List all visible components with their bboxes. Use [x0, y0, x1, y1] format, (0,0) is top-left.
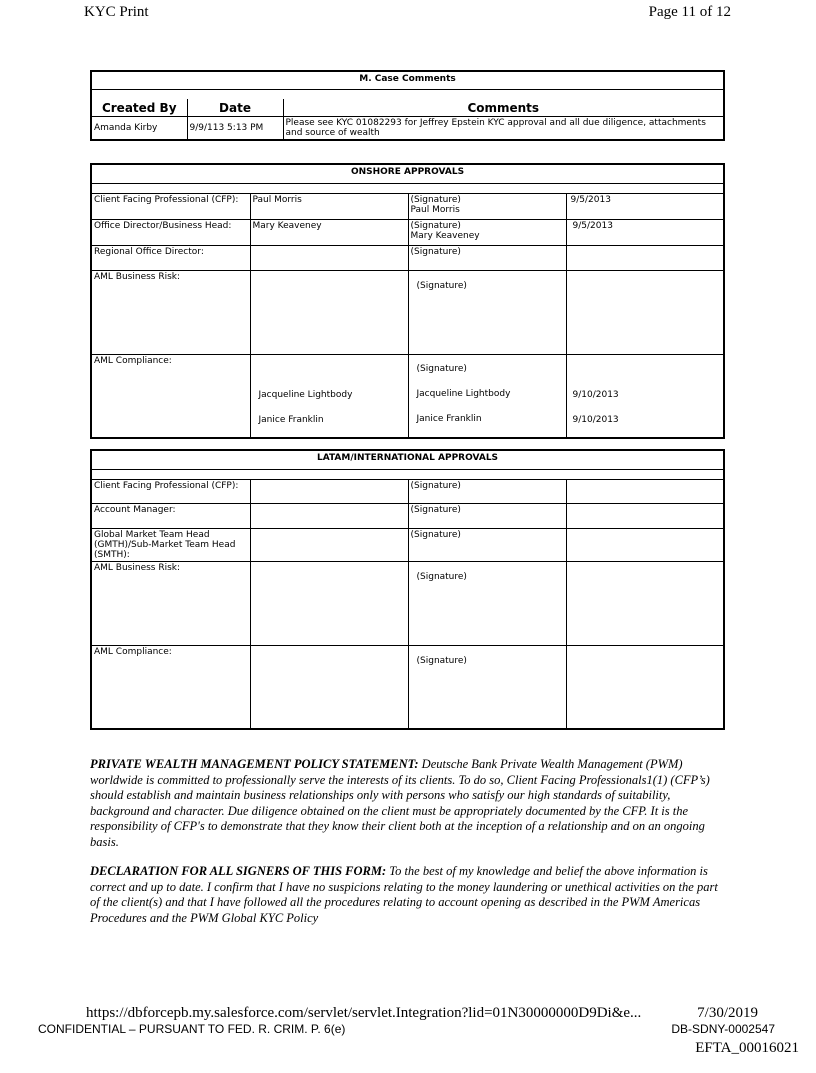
approval-label: Regional Office Director: [91, 246, 250, 271]
approval-label: AML Business Risk: [91, 562, 250, 646]
latam-approvals-table [90, 449, 725, 730]
latam-approvals-title: LATAM/INTERNATIONAL APPROVALS [91, 450, 724, 470]
approval-row-aml-business-risk [91, 271, 724, 355]
signature-label: (Signature) [408, 480, 566, 504]
approver-name: Janice Franklin [258, 415, 324, 425]
approval-label: AML Business Risk: [91, 271, 250, 355]
case-comments-table [90, 70, 725, 141]
approval-row-aml-compliance [91, 355, 724, 438]
column-header-date: Date [187, 99, 283, 117]
policy-statement [90, 757, 726, 851]
approval-row-aml-business-risk [91, 562, 724, 646]
efta-number: EFTA_00016021 [695, 1040, 799, 1056]
approval-date: 9/5/2013 [566, 220, 724, 246]
footer-date: 7/30/2019 [697, 1005, 758, 1021]
column-header-created-by: Created By [91, 99, 187, 117]
signer-name: Janice Franklin [416, 414, 482, 424]
approval-row-gmth [91, 529, 724, 562]
footer-url: https://dbforcepb.my.salesforce.com/servlet/servlet.Integration?lid=01N30000000D9Di&e... [86, 1005, 642, 1021]
signature-cell [408, 220, 566, 246]
signer-name: Paul Morris [410, 205, 460, 215]
signer-name: Jacqueline Lightbody [416, 389, 511, 399]
signature-label: (Signature) [408, 504, 566, 529]
approval-row-account-manager [91, 504, 724, 529]
signature-label: (Signature) [416, 656, 467, 666]
approver-name: Jacqueline Lightbody [258, 390, 353, 400]
approval-row-office-director [91, 220, 724, 246]
approval-date: 9/10/2013 [572, 415, 619, 425]
signature-label: (Signature) [416, 364, 467, 374]
approval-row-regional-director [91, 246, 724, 271]
confidential-notice: CONFIDENTIAL – PURSUANT TO FED. R. CRIM. P. 6(e) [38, 1022, 346, 1036]
approval-label: Global Market Team Head (GMTH)/Sub-Market Team Head (SMTH): [91, 529, 250, 562]
signature-label: (Signature) [408, 529, 566, 562]
signature-label: (Signature) [410, 195, 461, 205]
approval-label: Client Facing Professional (CFP): [91, 194, 250, 220]
declaration-heading: DECLARATION FOR ALL SIGNERS OF THIS FORM: [90, 864, 387, 878]
approver-name: Mary Keaveney [250, 220, 408, 246]
signature-label: (Signature) [416, 572, 467, 582]
case-comments-title: M. Case Comments [91, 71, 724, 90]
comment-text: Please see KYC 01082293 for Jeffrey Epstein KYC approval and all due diligence, attachments and source of wealth [283, 117, 724, 141]
page-number: Page 11 of 12 [648, 4, 731, 20]
approver-name: Paul Morris [250, 194, 408, 220]
signer-name: Mary Keaveney [410, 231, 480, 241]
print-header-title: KYC Print [84, 4, 149, 20]
approval-row-aml-compliance [91, 646, 724, 729]
policy-heading: PRIVATE WEALTH MANAGEMENT POLICY STATEMENT: [90, 757, 419, 771]
approval-label: AML Compliance: [91, 646, 250, 729]
approval-row-cfp [91, 194, 724, 220]
table-row [91, 117, 724, 141]
onshore-approvals-title: ONSHORE APPROVALS [91, 164, 724, 184]
approval-row-cfp [91, 480, 724, 504]
approval-date: 9/10/2013 [572, 390, 619, 400]
approval-date: 9/5/2013 [566, 194, 724, 220]
policy-text: Deutsche Bank Private Wealth Management (PWM) worldwide is committed to professionally serve the interests of its clients. To do so, Client Facing Professionals1(1) (CFP’s) should establish and maintain business relationships only with persons who satisfy our high standards of suitability, background and character. Due diligence obtained on the client must be appropriately documented by the CFP. It is the responsibility of CFP's to demonstrate that they know their client both at the inception of a relationship and on an ongoing basis. [90, 757, 710, 849]
onshore-approvals-table [90, 163, 725, 439]
declaration [90, 864, 726, 926]
bates-number: DB-SDNY-0002547 [671, 1022, 775, 1036]
approval-label: Account Manager: [91, 504, 250, 529]
approval-label: Client Facing Professional (CFP): [91, 480, 250, 504]
signature-cell [408, 194, 566, 220]
approval-label: AML Compliance: [91, 355, 250, 438]
column-header-comments: Comments [283, 99, 724, 117]
comment-date: 9/9/113 5:13 PM [187, 117, 283, 141]
signature-label: (Signature) [410, 221, 461, 231]
signature-label: (Signature) [408, 246, 566, 271]
declaration-text: To the best of my knowledge and belief the above information is correct and up to date. I confirm that I have no suspicions relating to the money laundering or unethical activities on the part of the client(s) and that I have followed all the procedures relating to account opening as described in the PWM Americas Procedures and the PWM Global KYC Policy [90, 864, 718, 925]
comment-created-by: Amanda Kirby [91, 117, 187, 141]
approval-label: Office Director/Business Head: [91, 220, 250, 246]
signature-label: (Signature) [416, 281, 467, 291]
